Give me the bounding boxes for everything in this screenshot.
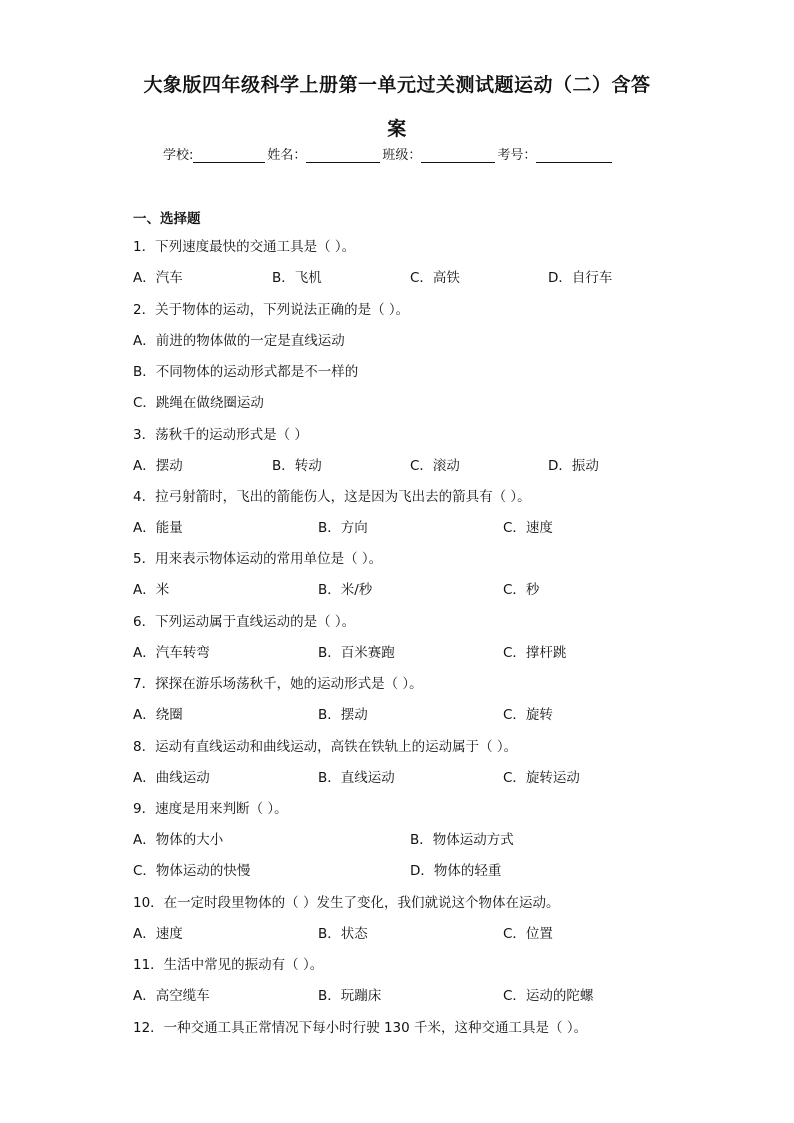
option-c[interactable]: C．跳绳在做绕圈运动 [133,395,264,411]
name-label: 姓名： [267,148,307,163]
option-c[interactable]: C．运动的陀螺 [503,988,594,1004]
page-title-continued: 案 [387,118,407,140]
option-a[interactable]: A．前进的物体做的一定是直线运动 [133,333,345,349]
student-info-line [163,144,614,163]
question-stem: 4．拉弓射箭时，飞出的箭能伤人，这是因为飞出去的箭具有（ ）。 [133,489,531,505]
option-a[interactable]: A．物体的大小 [133,832,224,848]
option-c[interactable]: C．滚动 [410,458,460,474]
option-a[interactable]: A．汽车转弯 [133,645,210,661]
school-label: 学校: [163,148,194,163]
option-b[interactable]: B．转动 [272,458,322,474]
option-c[interactable]: C．撑杆跳 [503,645,567,661]
question-stem: 5．用来表示物体运动的常用单位是（ ）。 [133,551,383,567]
option-a[interactable]: A．曲线运动 [133,770,210,786]
question-stem: 3．荡秋千的运动形式是（ ） [133,427,308,443]
option-a[interactable]: A．汽车 [133,270,183,286]
option-b[interactable]: B．直线运动 [318,770,395,786]
page-title: 大象版四年级科学上册第一单元过关测试题运动（二）含答 [143,74,651,96]
option-b[interactable]: B．方向 [318,520,368,536]
question-stem: 12．一种交通工具正常情况下每小时行驶 130 千米，这种交通工具是（ ）。 [133,1020,588,1036]
option-b[interactable]: B．不同物体的运动形式都是不一样的 [133,364,359,380]
option-a[interactable]: A．速度 [133,926,183,942]
question-stem: 10．在一定时段里物体的（ ）发生了变化，我们就说这个物体在运动。 [133,895,560,911]
option-c[interactable]: C．旋转运动 [503,770,580,786]
question-stem: 1．下列速度最快的交通工具是（ ）。 [133,239,356,255]
school-blank[interactable] [193,148,265,163]
option-a[interactable]: A．能量 [133,520,183,536]
option-b[interactable]: B．百米赛跑 [318,645,395,661]
option-c[interactable]: C．物体运动的快慢 [133,863,251,879]
option-b[interactable]: B．玩蹦床 [318,988,382,1004]
option-d[interactable]: D．物体的轻重 [410,863,502,879]
option-c[interactable]: C．高铁 [410,270,460,286]
option-d[interactable]: D．自行车 [548,270,613,286]
section-title: 一、选择题 [133,211,201,227]
number-label: 考号： [497,148,537,163]
option-c[interactable]: C．秒 [503,582,540,598]
option-b[interactable]: B．摆动 [318,707,368,723]
question-stem: 9．速度是用来判断（ ）。 [133,801,288,817]
option-a[interactable]: A．米 [133,582,170,598]
question-stem: 11．生活中常见的振动有（ ）。 [133,957,324,973]
question-stem: 8．运动有直线运动和曲线运动，高铁在铁轨上的运动属于（ ）。 [133,739,518,755]
name-blank[interactable] [306,148,380,163]
question-stem: 6．下列运动属于直线运动的是（ ）。 [133,614,356,630]
question-stem: 2．关于物体的运动，下列说法正确的是（ ）。 [133,302,410,318]
number-blank[interactable] [536,148,612,163]
class-label: 班级： [382,148,422,163]
class-blank[interactable] [421,148,495,163]
option-d[interactable]: D．振动 [548,458,599,474]
option-c[interactable]: C．位置 [503,926,553,942]
option-b[interactable]: B．物体运动方式 [410,832,514,848]
option-a[interactable]: A．绕圈 [133,707,183,723]
option-b[interactable]: B．飞机 [272,270,322,286]
option-c[interactable]: C．速度 [503,520,553,536]
option-a[interactable]: A．摆动 [133,458,183,474]
option-a[interactable]: A．高空缆车 [133,988,210,1004]
option-c[interactable]: C．旋转 [503,707,553,723]
question-stem: 7．探探在游乐场荡秋千，她的运动形式是（ ）。 [133,676,423,692]
option-b[interactable]: B．米/秒 [318,582,373,598]
option-b[interactable]: B．状态 [318,926,368,942]
